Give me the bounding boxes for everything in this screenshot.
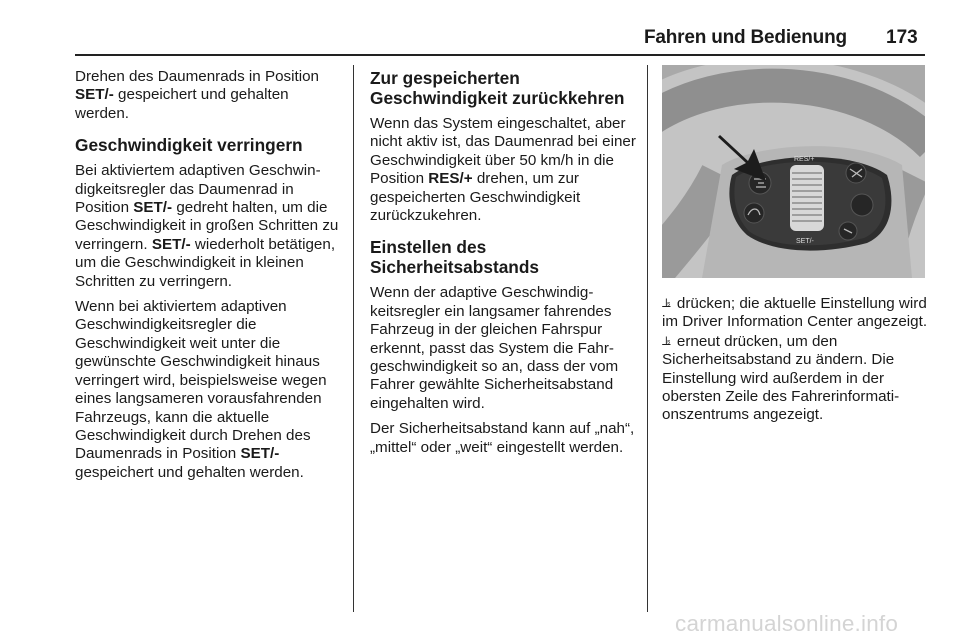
steering-wheel-illustration bbox=[662, 65, 925, 278]
paragraph: Drehen des Daumenrads in Position SET/- gespeichert und gehalten werden. bbox=[75, 68, 319, 122]
column-divider-right bbox=[647, 65, 648, 612]
paragraph: Wenn der adaptive Geschwindigkeitsregler ein langsamer fahrendes Fahrzeug in der gleichen Fahrspur erkennt, passt das System die Fahrgeschwindigkeit so an, dass der vom Fahrer gewählte Sicherheitsabstand eingehalten wird. bbox=[370, 284, 619, 412]
heading-resume-speed: Zur gespeicherten Geschwindigkeit zurückkehren bbox=[370, 68, 625, 108]
column-2 bbox=[370, 68, 638, 464]
paragraph: Wenn das System eingeschaltet, aber nicht aktiv ist, das Daumenrad bei einer Geschwindigkeit über 50 km/h in die Position RES/+ drehen, um zur gespeicherten Geschwindigkeit zurückzukehren. bbox=[370, 115, 636, 225]
heading-following-distance: Einstellen des Sicherheitsabstands bbox=[370, 237, 540, 278]
page-header-title: Fahren und Bedienung bbox=[644, 27, 847, 48]
header-rule bbox=[75, 54, 925, 56]
page-number: 173 bbox=[886, 27, 918, 48]
column-divider-left bbox=[353, 65, 354, 612]
column-1 bbox=[75, 68, 343, 489]
heading-decrease-speed: Geschwindigkeit verringern bbox=[75, 135, 303, 156]
following-distance-icon: ⫡ bbox=[662, 332, 671, 348]
watermark: carmanualsonline.info bbox=[675, 611, 899, 636]
wheel-label-set: SET/- bbox=[796, 238, 814, 245]
paragraph: ⫡ drücken; die aktuelle Einstellung wird im Driver Information Center angezeigt. ⫡ erneut drücken, um den Sicherheitsabstand zu ändern. Die Einstellung wird außerdem in der obersten Zeile des Fahrerinformationszentrums angezeigt. bbox=[662, 295, 928, 424]
following-distance-icon: ⫡ bbox=[662, 295, 671, 310]
wheel-label-res: RES/+ bbox=[794, 156, 815, 163]
paragraph: Der Sicherheitsabstand kann auf „nah“, „mittel“ oder „weit“ eingestellt werden. bbox=[370, 420, 635, 456]
paragraph: Wenn bei aktiviertem adaptiven Geschwindigkeitsregler die Geschwindigkeit weit unter die gewünschte Geschwindigkeit hinaus verringert wird, beispielsweise wegen eines langsameren vorausfahrenden Fahrzeugs, kann die aktuelle Geschwindigkeit durch Drehen des Daumenrads in Position SET/- gespeichert und gehalten werden. bbox=[75, 298, 327, 481]
column-3-text bbox=[662, 294, 928, 432]
paragraph: Bei aktiviertem adaptiven Geschwindigkeitsregler das Daumenrad in Position SET/- gedreht halten, um die Geschwindigkeit in großen Schritten zu verringern. SET/- wiederholt betätigen, um die Geschwindigkeit in kleinen Schritten zu verringern. bbox=[75, 162, 339, 290]
